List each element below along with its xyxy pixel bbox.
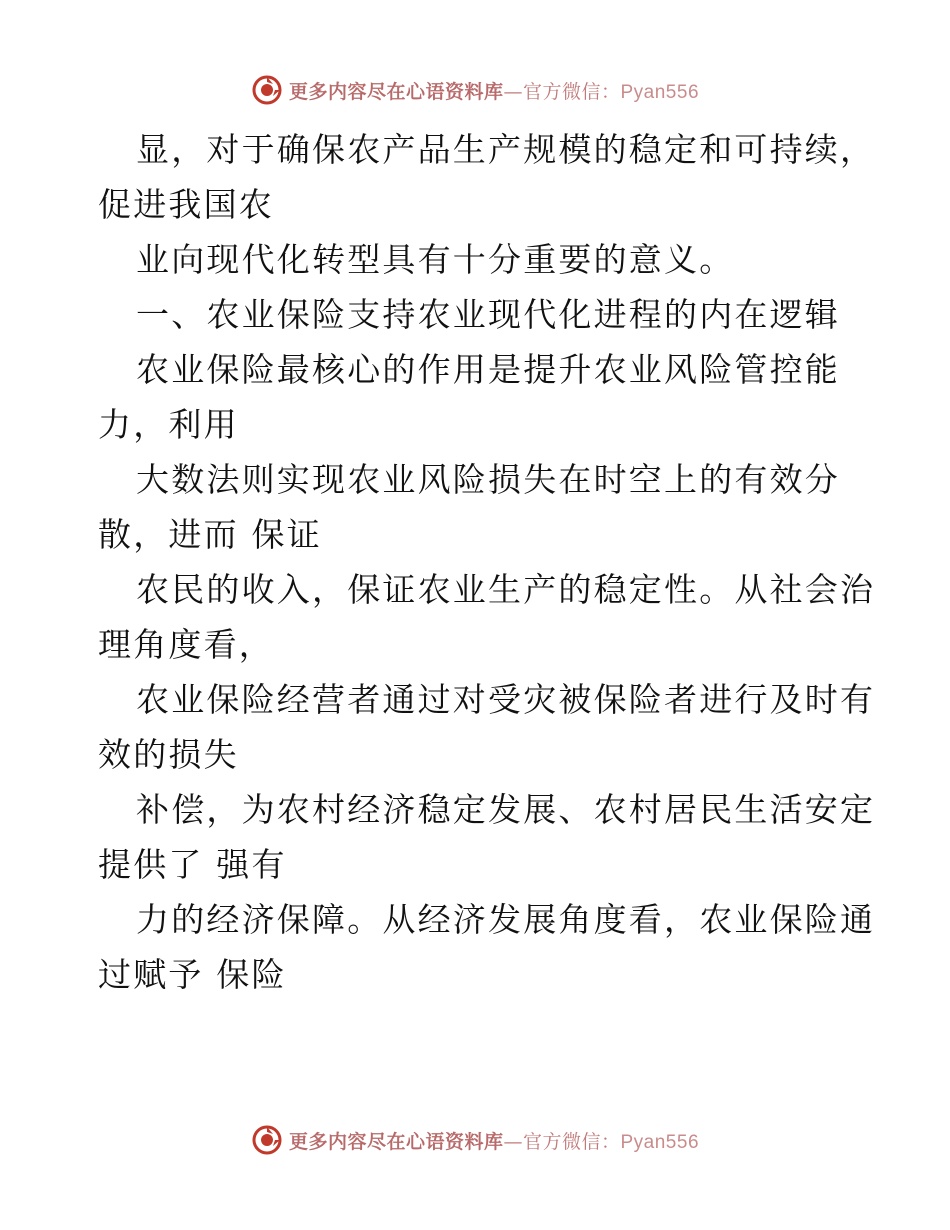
logo-icon (251, 1124, 283, 1156)
watermark-dash: — (503, 80, 523, 103)
section-heading: 一、农业保险支持农业现代化进程的内在逻辑 (136, 295, 840, 334)
watermark-official: 官方微信： (522, 1130, 621, 1153)
watermark-dash: — (503, 1130, 523, 1153)
footer-watermark (0, 1123, 950, 1157)
document-body (98, 122, 876, 1002)
text-line: 散，进而 保证 (98, 515, 322, 554)
text-line: 效的损失 (98, 735, 239, 774)
text-line: 农业保险最核心的作用是提升农业风险管控能 (136, 350, 840, 389)
text-line: 力的经济保障。从经济发展角度看，农业保险通 (136, 900, 876, 939)
text-line: 大数法则实现农业风险损失在时空上的有效分 (136, 460, 840, 499)
text-line: 业向现代化转型具有十分重要的意义。 (136, 240, 735, 279)
text-line: 力，利用 (98, 405, 239, 444)
text-line: 显，对于确保农产品生产规模的稳定和可持续， (136, 130, 876, 169)
text-line: 农民的收入，保证农业生产的稳定性。从社会治 (136, 570, 876, 609)
logo-icon (251, 74, 283, 106)
watermark-brand: 更多内容尽在心语资料库 (288, 80, 504, 103)
watermark-id: Pyan556 (620, 81, 700, 103)
text-line: 促进我国农 (98, 185, 274, 224)
text-line: 补偿，为农村经济稳定发展、农村居民生活安定 (136, 790, 876, 829)
watermark-id: Pyan556 (620, 1131, 700, 1153)
watermark-text (289, 1127, 699, 1154)
watermark-text (289, 77, 699, 104)
watermark-brand: 更多内容尽在心语资料库 (288, 1130, 504, 1153)
text-line: 过赋予 保险 (98, 955, 287, 994)
text-line: 农业保险经营者通过对受灾被保险者进行及时有 (136, 680, 876, 719)
text-line: 提供了 强有 (98, 845, 287, 884)
header-watermark (0, 73, 950, 107)
text-line: 理角度看， (98, 625, 274, 664)
watermark-official: 官方微信： (522, 80, 621, 103)
